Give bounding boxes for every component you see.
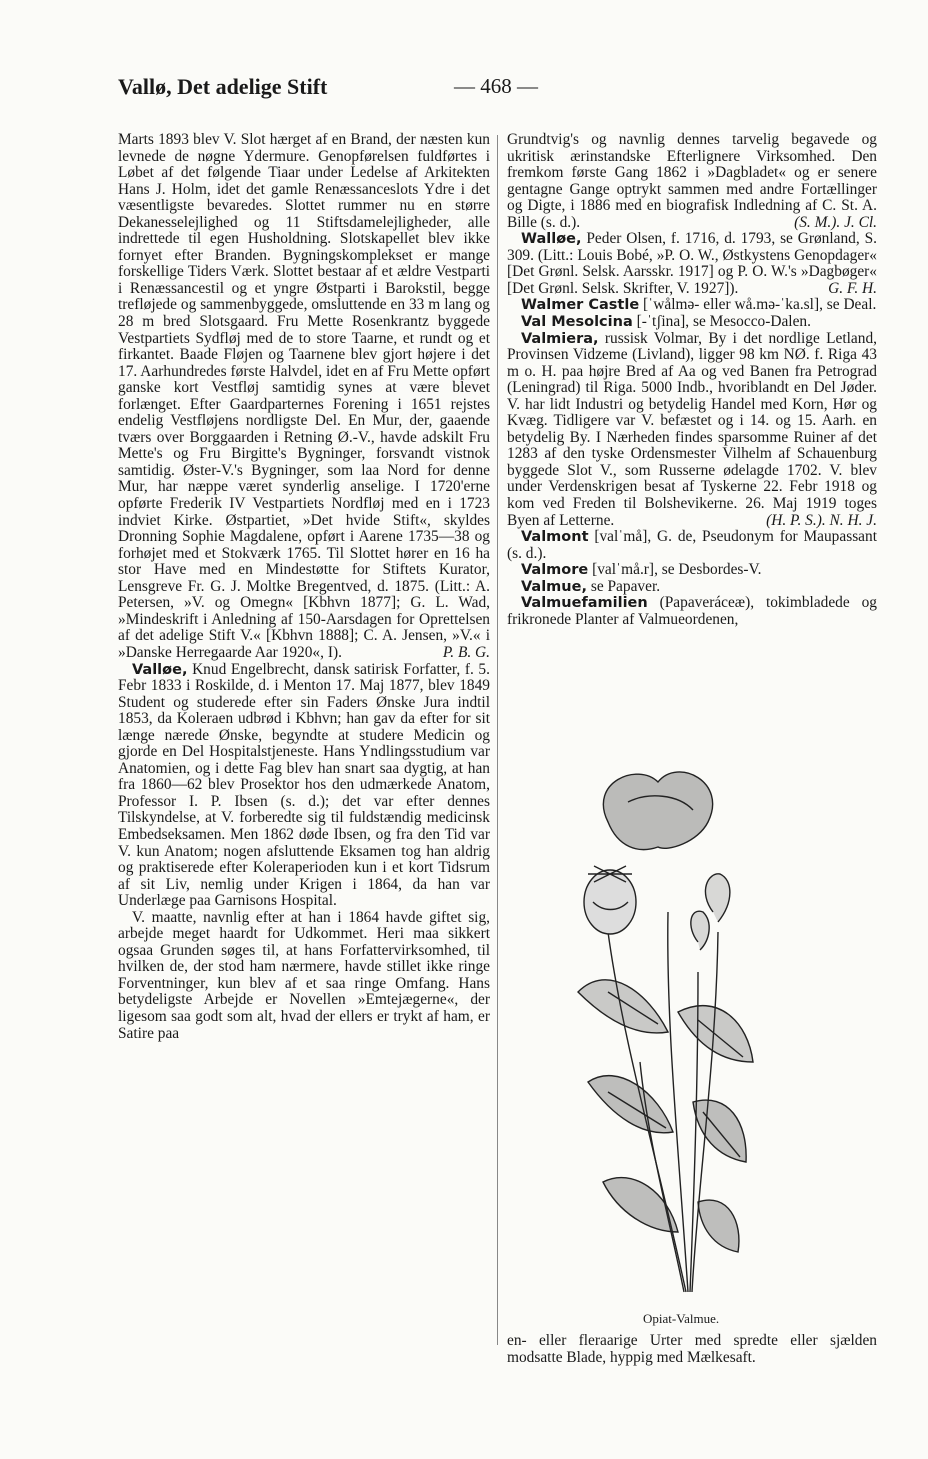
figure-caption: Opiat-Valmue. [643, 1311, 720, 1326]
left-column [118, 132, 490, 1042]
entry-signature: (S. M.). J. Cl. [794, 213, 877, 231]
entry-vallo-continued: Marts 1893 blev V. Slot hærget af en Brand, der næsten kun levnede de nøgne Ydermure. Genopførelsen fuldførtes i Løbet af det følgende Tiaar under Ledelse af Arkitekten Hans J. Holm, idet det gamle Renæssanceslots Ydre i det væsentligste bevaredes. Slottet rummer nu en større Dekanesselejlighed og 11 Stiftsdamelejligheder, alle indrettede til egen Husholdning. Slotskapellet blev ikke fornyet efter Branden. Bygningskomplekset er mange forskellige Tiders Værk. Slottet bestaar af et ældre Vestparti i Renæssancestil og et yngre Østparti i Barokstil, begge trefløjede og sammenbyggede, omsluttende en 33 m lang og 28 m bred Slotsgaard. Fru Mette Rosenkrantz byggede Vestpartiets Sydfløj med de to store Taarne, et rundt og et firkantet. Baade Fløjen og Taarnene blev gjort højere i det 17. Aarhundredes første Halvdel, idet en af Fru Mette opført ganske kort Vestfløj samtidig synes at være blevet forlænget. Efter Gaardparternes Forening i 1651 rejstes endelig Vestfløjens nordligste Del. En Mur, der, gaaende tværs over Borggaarden i Retning Ø.-V., havde adskilt Fru Mette's og Fru Birgitte's Bygninger, forsvandt vistnok samtidig. Øster-V.'s Bygninger, som laa Nord for denne Mur, har næppe været synderlig anselige. I 1720'erne opførte Frederik IV Vestpartiets Nordfløj med en i 1723 indviet Kirke. Østpartiet, »Det hvide Stift«, skyldes Dronning Sophie Magdalene, opført i Aarene 1735—38 og forhøjet med et Stokværk 1765. Til Slottet hører en 16 ha stor Have med en Mindestøtte for Stiftets Kurator, Lensgreve Fr. G. J. Moltke Bregentved, d. 1875. (Litt.: A. Petersen, »V. og Omegn« [Kbhvn 1877]; G. L. Wad, »Mindeskrift i Anledning af 150-Aarsdagen for Oprettelsen af det adelige Stift V.« [Kbhvn 1888]; C. A. Jensen, »V.« i »Danske Herregaarde Aar 1920«, I). P. B. G. [118, 131, 490, 661]
entry-headword: Val Mesolcina [521, 314, 633, 331]
entry-valmiera: Valmiera, russisk Volmar, By i det nordlige Letland, Provinsen Vidzeme (Livland), ligger 98 km NØ. f. Riga 43 m o. H. paa højre Bred af Aa og ved Banen fra Petrograd (Leningrad) til Riga. 5000 Indb., hvoriblandt en Del Jøder. V. har lidt Industri og betydelig Handel med Korn, Hør og Kvæg. Tidligere var V. befæstet og i 14. og 15. Aarh. en betydelig By. I Nærheden findes sparsomme Ruiner af det 1283 af den tyske Ordensmester Vilhelm af Schauenburg byggede Slot V., som Russerne ødelagde 1702. V. blev under Verdenskrigen besat af Tyskerne 22. Febr 1918 og kom ved Freden til Bolshevikerne. 26. Maj 1919 toges Byen af Letterne. (H. P. S.). N. H. J. [507, 329, 877, 529]
column-divider [497, 135, 498, 1345]
entry-valmore: Valmore [valˈmå.r], se Desbordes-V. [521, 561, 762, 579]
running-title: Vallø, Det adelige Stift [118, 74, 328, 99]
right-column-end: en- eller fleraarige Urter med spredte eller sjælden modsatte Blade, hyppig med Mælkesaft. [507, 1332, 877, 1366]
entry-headword: Valløe, [132, 661, 188, 678]
entry-headword: Valmore [521, 562, 589, 579]
entry-headword: Valmont [521, 529, 589, 546]
entry-headword: Walløe, [521, 231, 582, 248]
right-column [507, 132, 877, 628]
entry-valmont: Valmont [valˈmå], G. de, Pseudonym for Maupassant (s. d.). [507, 528, 877, 562]
entry-val-mesolcina: Val Mesolcina [-ˈtʃina], se Mesocco-Dalen. [521, 313, 811, 331]
entry-valloe: Valløe, Knud Engelbrecht, dansk satirisk Forfatter, f. 5. Febr 1833 i Roskilde, d. i Menton 17. Maj 1877, blev 1849 Student og studerede efter sin Faders Ønske Jura indtil 1853, da Koleraen udbrød i Kbhvn; han gav da efter for sit længe nærede Ønske, begyndte at studere Medicin og gjorde en Del Hospitalstjeneste. Hans Yndlingsstudium var Anatomien, og i dette Fag blev han snart saa dygtig, at han fra 1860—62 blev Prosektor hos den udmærkede Anatom, Professor I. P. Ibsen (s. d.); det var efter dennes Tilskyndelse, at V. forberedte sig til fuldstændig medicinsk Embedseksamen. Men 1862 døde Ibsen, og fra den Tid var V. kun Anatom; nogen afsluttende Eksamen tog han aldrig og praktiserede efter Koleraperioden kun i et kort Tidsrum af sit Liv, nemlig under Krigen i 1864, da han var Underlæge paa Garnisons Hospital. [118, 660, 490, 910]
poppy-drawing [548, 762, 758, 1302]
entry-signature: (H. P. S.). N. H. J. [766, 511, 877, 529]
entry-walmer-castle: Walmer Castle [ˈwålmə- eller wå.mə-ˈka.sl], se Deal. [521, 296, 877, 314]
entry-valloe-continued: V. maatte, navnlig efter at han i 1864 havde giftet sig, arbejde meget haardt for Udkommet. Heri maa sikkert ogsaa Grunden søges til, at hans Forfattervirksomhed, til hvilken de, der stod ham nærmere, havde stillet ikke ringe Forventninger, kun blev af et saa ringe Omfang. Hans betydeligste Arbejde er Novellen »Emtejægerne«, der ligesom saa godt som alt, hvad der ellers er trykt af ham, er Satire paa [118, 908, 490, 1042]
poppy-illustration [548, 762, 758, 1302]
page-number: — 468 — [454, 74, 538, 98]
entry-valloe-end: Grundtvig's og navnlig dennes tarvelig begavede og ukritisk ærinstandske Efterlignere Virksomhed. Den fremkom første Gang 1862 i »Dagbladet« og er senere gentagne Gange optrykt sammen med andre Fortællinger og Digte, i 1886 med en biografisk Indledning af C. St. A. Bille (s. d.). (S. M.). J. Cl. [507, 131, 877, 231]
entry-signature: P. B. G. [442, 643, 490, 661]
entry-headword: Walmer Castle [521, 297, 640, 314]
entry-headword: Valmuefamilien [521, 595, 648, 612]
entry-headword: Valmiera, [521, 330, 599, 347]
entry-signature: G. F. H. [828, 279, 877, 297]
entry-walloe: Walløe, Peder Olsen, f. 1716, d. 1793, se Grønland, S. 309. (Litt.: Louis Bobé, »P. O. W., Østkystens Genopdager« [Det Grønl. Selsk. Aarsskr. 1917] og P. O. W.'s »Dagbøger« [Det Grønl. Selsk. Skrifter, V. 1927]). G. F. H. [507, 230, 877, 297]
entry-valmue: Valmue, se Papaver. [521, 577, 661, 595]
entry-headword: Valmue, [521, 578, 587, 595]
entry-valmuefamilien: Valmuefamilien (Papaveráceæ), tokimbladede og frikronede Planter af Valmueordenen, [507, 594, 877, 628]
page-header [118, 74, 878, 108]
